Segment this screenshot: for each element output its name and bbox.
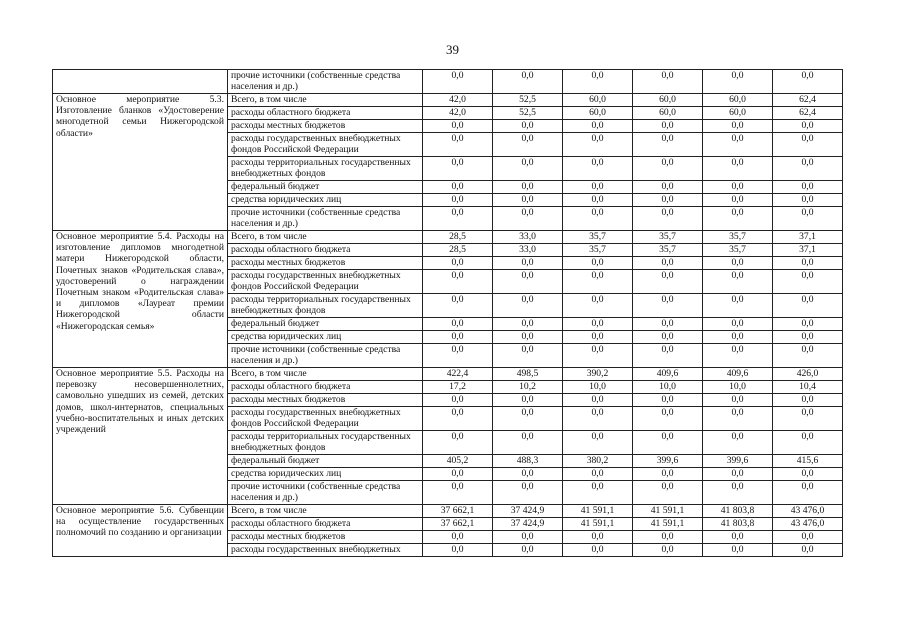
amount-cell: 0,0 — [703, 120, 773, 133]
amount-cell: 0,0 — [563, 394, 633, 407]
amount-cell: 0,0 — [423, 181, 493, 194]
amount-cell: 0,0 — [493, 207, 563, 231]
amount-cell: 10,2 — [493, 381, 563, 394]
amount-cell: 0,0 — [703, 207, 773, 231]
amount-cell: 0,0 — [773, 257, 843, 270]
amount-cell: 0,0 — [423, 531, 493, 544]
amount-cell: 0,0 — [563, 157, 633, 181]
amount-cell: 0,0 — [423, 194, 493, 207]
funding-source-label: прочие источники (собственные средства населения и др.) — [228, 344, 423, 368]
amount-cell: 0,0 — [703, 331, 773, 344]
amount-cell: 0,0 — [633, 133, 703, 157]
amount-cell: 426,0 — [773, 368, 843, 381]
amount-cell: 35,7 — [703, 244, 773, 257]
activity-title: Основное мероприятие 5.5. Расходы на перевозку несовершеннолетних, самовольно ушедших из семей, детских домов, школ-интернатов, специальных учебно-воспитательных и иных детских учреждений — [53, 368, 228, 505]
funding-source-label: федеральный бюджет — [228, 181, 423, 194]
amount-cell: 0,0 — [703, 294, 773, 318]
activity-title: Основное мероприятие 5.4. Расходы на изготовление дипломов многодетной матери Нижегородской области, Почетных знаков «Родительская слава», удостоверений о награждении Почетным знаком «Родительская слава» и дипломов «Лауреат премии Нижегородской области «Нижегородская семья» — [53, 231, 228, 368]
amount-cell: 0,0 — [493, 531, 563, 544]
amount-cell: 41 591,1 — [633, 505, 703, 518]
amount-cell: 0,0 — [773, 207, 843, 231]
amount-cell: 0,0 — [493, 407, 563, 431]
amount-cell: 399,6 — [633, 455, 703, 468]
amount-cell: 0,0 — [633, 468, 703, 481]
amount-cell: 0,0 — [493, 431, 563, 455]
amount-cell: 0,0 — [703, 431, 773, 455]
amount-cell: 0,0 — [493, 181, 563, 194]
amount-cell: 62,4 — [773, 94, 843, 107]
amount-cell: 35,7 — [633, 244, 703, 257]
amount-cell: 62,4 — [773, 107, 843, 120]
amount-cell: 0,0 — [423, 331, 493, 344]
amount-cell: 0,0 — [773, 407, 843, 431]
amount-cell: 33,0 — [493, 231, 563, 244]
amount-cell: 0,0 — [563, 544, 633, 557]
amount-cell: 0,0 — [773, 394, 843, 407]
amount-cell: 0,0 — [633, 70, 703, 94]
amount-cell: 0,0 — [703, 70, 773, 94]
amount-cell: 0,0 — [633, 318, 703, 331]
amount-cell: 0,0 — [493, 270, 563, 294]
amount-cell: 0,0 — [773, 344, 843, 368]
amount-cell: 0,0 — [493, 194, 563, 207]
amount-cell: 0,0 — [493, 481, 563, 505]
funding-source-label: расходы областного бюджета — [228, 244, 423, 257]
amount-cell: 0,0 — [703, 270, 773, 294]
amount-cell: 0,0 — [703, 194, 773, 207]
amount-cell: 60,0 — [633, 107, 703, 120]
funding-source-label: прочие источники (собственные средства населения и др.) — [228, 481, 423, 505]
amount-cell: 0,0 — [703, 481, 773, 505]
amount-cell: 0,0 — [703, 318, 773, 331]
amount-cell: 0,0 — [633, 294, 703, 318]
amount-cell: 0,0 — [563, 331, 633, 344]
funding-source-label: расходы областного бюджета — [228, 107, 423, 120]
amount-cell: 0,0 — [423, 207, 493, 231]
funding-source-label: Всего, в том числе — [228, 505, 423, 518]
amount-cell: 0,0 — [773, 194, 843, 207]
funding-source-label: средства юридических лиц — [228, 468, 423, 481]
amount-cell: 0,0 — [773, 157, 843, 181]
amount-cell: 60,0 — [563, 107, 633, 120]
amount-cell: 37,1 — [773, 244, 843, 257]
amount-cell: 0,0 — [423, 157, 493, 181]
funding-source-label: расходы местных бюджетов — [228, 394, 423, 407]
amount-cell: 0,0 — [423, 544, 493, 557]
amount-cell: 0,0 — [423, 294, 493, 318]
amount-cell: 0,0 — [703, 157, 773, 181]
budget-table — [52, 69, 843, 557]
activity-title: Основное мероприятие 5.3. Изготовление бланков «Удостоверение многодетной семьи Нижегородской области» — [53, 94, 228, 231]
amount-cell: 380,2 — [563, 455, 633, 468]
amount-cell: 0,0 — [633, 431, 703, 455]
amount-cell: 0,0 — [493, 468, 563, 481]
amount-cell: 0,0 — [563, 468, 633, 481]
funding-source-label: расходы территориальных государственных внебюджетных фондов — [228, 431, 423, 455]
amount-cell: 0,0 — [423, 133, 493, 157]
amount-cell: 0,0 — [563, 133, 633, 157]
amount-cell: 0,0 — [633, 407, 703, 431]
amount-cell: 0,0 — [633, 531, 703, 544]
amount-cell: 41 591,1 — [563, 518, 633, 531]
amount-cell: 0,0 — [563, 194, 633, 207]
amount-cell: 41 803,8 — [703, 505, 773, 518]
amount-cell: 0,0 — [703, 257, 773, 270]
amount-cell: 10,0 — [633, 381, 703, 394]
amount-cell: 33,0 — [493, 244, 563, 257]
amount-cell: 0,0 — [773, 531, 843, 544]
amount-cell: 0,0 — [563, 120, 633, 133]
funding-source-label: расходы областного бюджета — [228, 381, 423, 394]
amount-cell: 0,0 — [423, 270, 493, 294]
funding-source-label: расходы государственных внебюджетных фондов Российской Федерации — [228, 133, 423, 157]
amount-cell: 41 591,1 — [633, 518, 703, 531]
amount-cell: 35,7 — [563, 244, 633, 257]
amount-cell: 0,0 — [423, 394, 493, 407]
amount-cell: 0,0 — [773, 270, 843, 294]
amount-cell: 0,0 — [563, 481, 633, 505]
amount-cell: 0,0 — [563, 431, 633, 455]
amount-cell: 0,0 — [773, 468, 843, 481]
amount-cell: 0,0 — [633, 544, 703, 557]
amount-cell: 0,0 — [633, 157, 703, 181]
amount-cell: 0,0 — [633, 181, 703, 194]
activity-title: Основное мероприятие 5.6. Субвенции на осуществление государственных полномочий по созданию и организации — [53, 505, 228, 557]
funding-source-label: расходы территориальных государственных внебюджетных фондов — [228, 157, 423, 181]
amount-cell: 390,2 — [563, 368, 633, 381]
amount-cell: 0,0 — [493, 394, 563, 407]
funding-source-label: средства юридических лиц — [228, 194, 423, 207]
amount-cell: 0,0 — [563, 344, 633, 368]
activity-continuation-cell — [53, 70, 228, 94]
amount-cell: 0,0 — [493, 133, 563, 157]
amount-cell: 0,0 — [773, 181, 843, 194]
amount-cell: 28,5 — [423, 231, 493, 244]
amount-cell: 0,0 — [493, 344, 563, 368]
amount-cell: 0,0 — [703, 181, 773, 194]
amount-cell: 0,0 — [773, 431, 843, 455]
amount-cell: 35,7 — [703, 231, 773, 244]
amount-cell: 0,0 — [423, 431, 493, 455]
amount-cell: 0,0 — [773, 294, 843, 318]
amount-cell: 42,0 — [423, 94, 493, 107]
amount-cell: 0,0 — [633, 344, 703, 368]
amount-cell: 52,5 — [493, 107, 563, 120]
amount-cell: 0,0 — [633, 394, 703, 407]
amount-cell: 0,0 — [563, 294, 633, 318]
funding-source-label: средства юридических лиц — [228, 331, 423, 344]
amount-cell: 0,0 — [493, 157, 563, 181]
amount-cell: 0,0 — [493, 331, 563, 344]
amount-cell: 35,7 — [563, 231, 633, 244]
amount-cell: 17,2 — [423, 381, 493, 394]
amount-cell: 0,0 — [423, 481, 493, 505]
amount-cell: 0,0 — [563, 257, 633, 270]
amount-cell: 37 424,9 — [493, 518, 563, 531]
amount-cell: 0,0 — [773, 120, 843, 133]
amount-cell: 37 424,9 — [493, 505, 563, 518]
amount-cell: 0,0 — [563, 270, 633, 294]
funding-source-label: расходы местных бюджетов — [228, 257, 423, 270]
funding-source-label: расходы местных бюджетов — [228, 120, 423, 133]
amount-cell: 0,0 — [773, 481, 843, 505]
amount-cell: 42,0 — [423, 107, 493, 120]
funding-source-label: расходы областного бюджета — [228, 518, 423, 531]
amount-cell: 0,0 — [493, 120, 563, 133]
amount-cell: 0,0 — [633, 194, 703, 207]
amount-cell: 43 476,0 — [773, 505, 843, 518]
amount-cell: 60,0 — [703, 94, 773, 107]
table-row — [53, 231, 843, 244]
amount-cell: 37 662,1 — [423, 518, 493, 531]
amount-cell: 0,0 — [493, 318, 563, 331]
amount-cell: 0,0 — [703, 394, 773, 407]
amount-cell: 0,0 — [493, 544, 563, 557]
amount-cell: 60,0 — [703, 107, 773, 120]
funding-source-label: расходы местных бюджетов — [228, 531, 423, 544]
funding-source-label: федеральный бюджет — [228, 318, 423, 331]
amount-cell: 0,0 — [703, 133, 773, 157]
funding-source-label: прочие источники (собственные средства населения и др.) — [228, 207, 423, 231]
amount-cell: 498,5 — [493, 368, 563, 381]
amount-cell: 0,0 — [773, 544, 843, 557]
table-row — [53, 94, 843, 107]
amount-cell: 399,6 — [703, 455, 773, 468]
amount-cell: 10,0 — [703, 381, 773, 394]
amount-cell: 0,0 — [563, 531, 633, 544]
amount-cell: 0,0 — [563, 407, 633, 431]
amount-cell: 0,0 — [703, 468, 773, 481]
funding-source-label: расходы территориальных государственных внебюджетных фондов — [228, 294, 423, 318]
amount-cell: 52,5 — [493, 94, 563, 107]
amount-cell: 488,3 — [493, 455, 563, 468]
amount-cell: 0,0 — [633, 207, 703, 231]
funding-source-label: расходы государственных внебюджетных фондов Российской Федерации — [228, 270, 423, 294]
amount-cell: 0,0 — [773, 133, 843, 157]
amount-cell: 60,0 — [563, 94, 633, 107]
amount-cell: 0,0 — [423, 318, 493, 331]
amount-cell: 0,0 — [423, 257, 493, 270]
funding-source-label: Всего, в том числе — [228, 231, 423, 244]
amount-cell: 0,0 — [423, 468, 493, 481]
amount-cell: 10,4 — [773, 381, 843, 394]
amount-cell: 60,0 — [633, 94, 703, 107]
amount-cell: 41 591,1 — [563, 505, 633, 518]
amount-cell: 0,0 — [703, 407, 773, 431]
amount-cell: 0,0 — [423, 70, 493, 94]
amount-cell: 0,0 — [423, 344, 493, 368]
amount-cell: 422,4 — [423, 368, 493, 381]
amount-cell: 0,0 — [633, 270, 703, 294]
amount-cell: 41 803,8 — [703, 518, 773, 531]
amount-cell: 0,0 — [773, 318, 843, 331]
amount-cell: 409,6 — [703, 368, 773, 381]
funding-source-label: прочие источники (собственные средства населения и др.) — [228, 70, 423, 94]
amount-cell: 0,0 — [493, 257, 563, 270]
amount-cell: 0,0 — [703, 344, 773, 368]
amount-cell: 0,0 — [423, 407, 493, 431]
funding-source-label: федеральный бюджет — [228, 455, 423, 468]
amount-cell: 37,1 — [773, 231, 843, 244]
amount-cell: 0,0 — [703, 544, 773, 557]
amount-cell: 43 476,0 — [773, 518, 843, 531]
page-number: 39 — [446, 42, 459, 57]
amount-cell: 0,0 — [563, 181, 633, 194]
amount-cell: 409,6 — [633, 368, 703, 381]
amount-cell: 0,0 — [563, 318, 633, 331]
amount-cell: 0,0 — [493, 294, 563, 318]
funding-source-label: Всего, в том числе — [228, 368, 423, 381]
amount-cell: 0,0 — [703, 531, 773, 544]
funding-source-label: расходы государственных внебюджетных фондов Российской Федерации — [228, 407, 423, 431]
amount-cell: 35,7 — [633, 231, 703, 244]
amount-cell: 0,0 — [563, 70, 633, 94]
table-row — [53, 368, 843, 381]
amount-cell: 0,0 — [423, 120, 493, 133]
amount-cell: 415,6 — [773, 455, 843, 468]
amount-cell: 0,0 — [633, 120, 703, 133]
funding-source-label: расходы государственных внебюджетных — [228, 544, 423, 557]
amount-cell: 0,0 — [773, 331, 843, 344]
funding-source-label: Всего, в том числе — [228, 94, 423, 107]
amount-cell: 0,0 — [633, 257, 703, 270]
amount-cell: 0,0 — [773, 70, 843, 94]
amount-cell: 10,0 — [563, 381, 633, 394]
amount-cell: 405,2 — [423, 455, 493, 468]
amount-cell: 0,0 — [633, 481, 703, 505]
amount-cell: 37 662,1 — [423, 505, 493, 518]
table-row — [53, 70, 843, 94]
table-row — [53, 505, 843, 518]
amount-cell: 0,0 — [633, 331, 703, 344]
amount-cell: 0,0 — [563, 207, 633, 231]
amount-cell: 0,0 — [493, 70, 563, 94]
amount-cell: 28,5 — [423, 244, 493, 257]
